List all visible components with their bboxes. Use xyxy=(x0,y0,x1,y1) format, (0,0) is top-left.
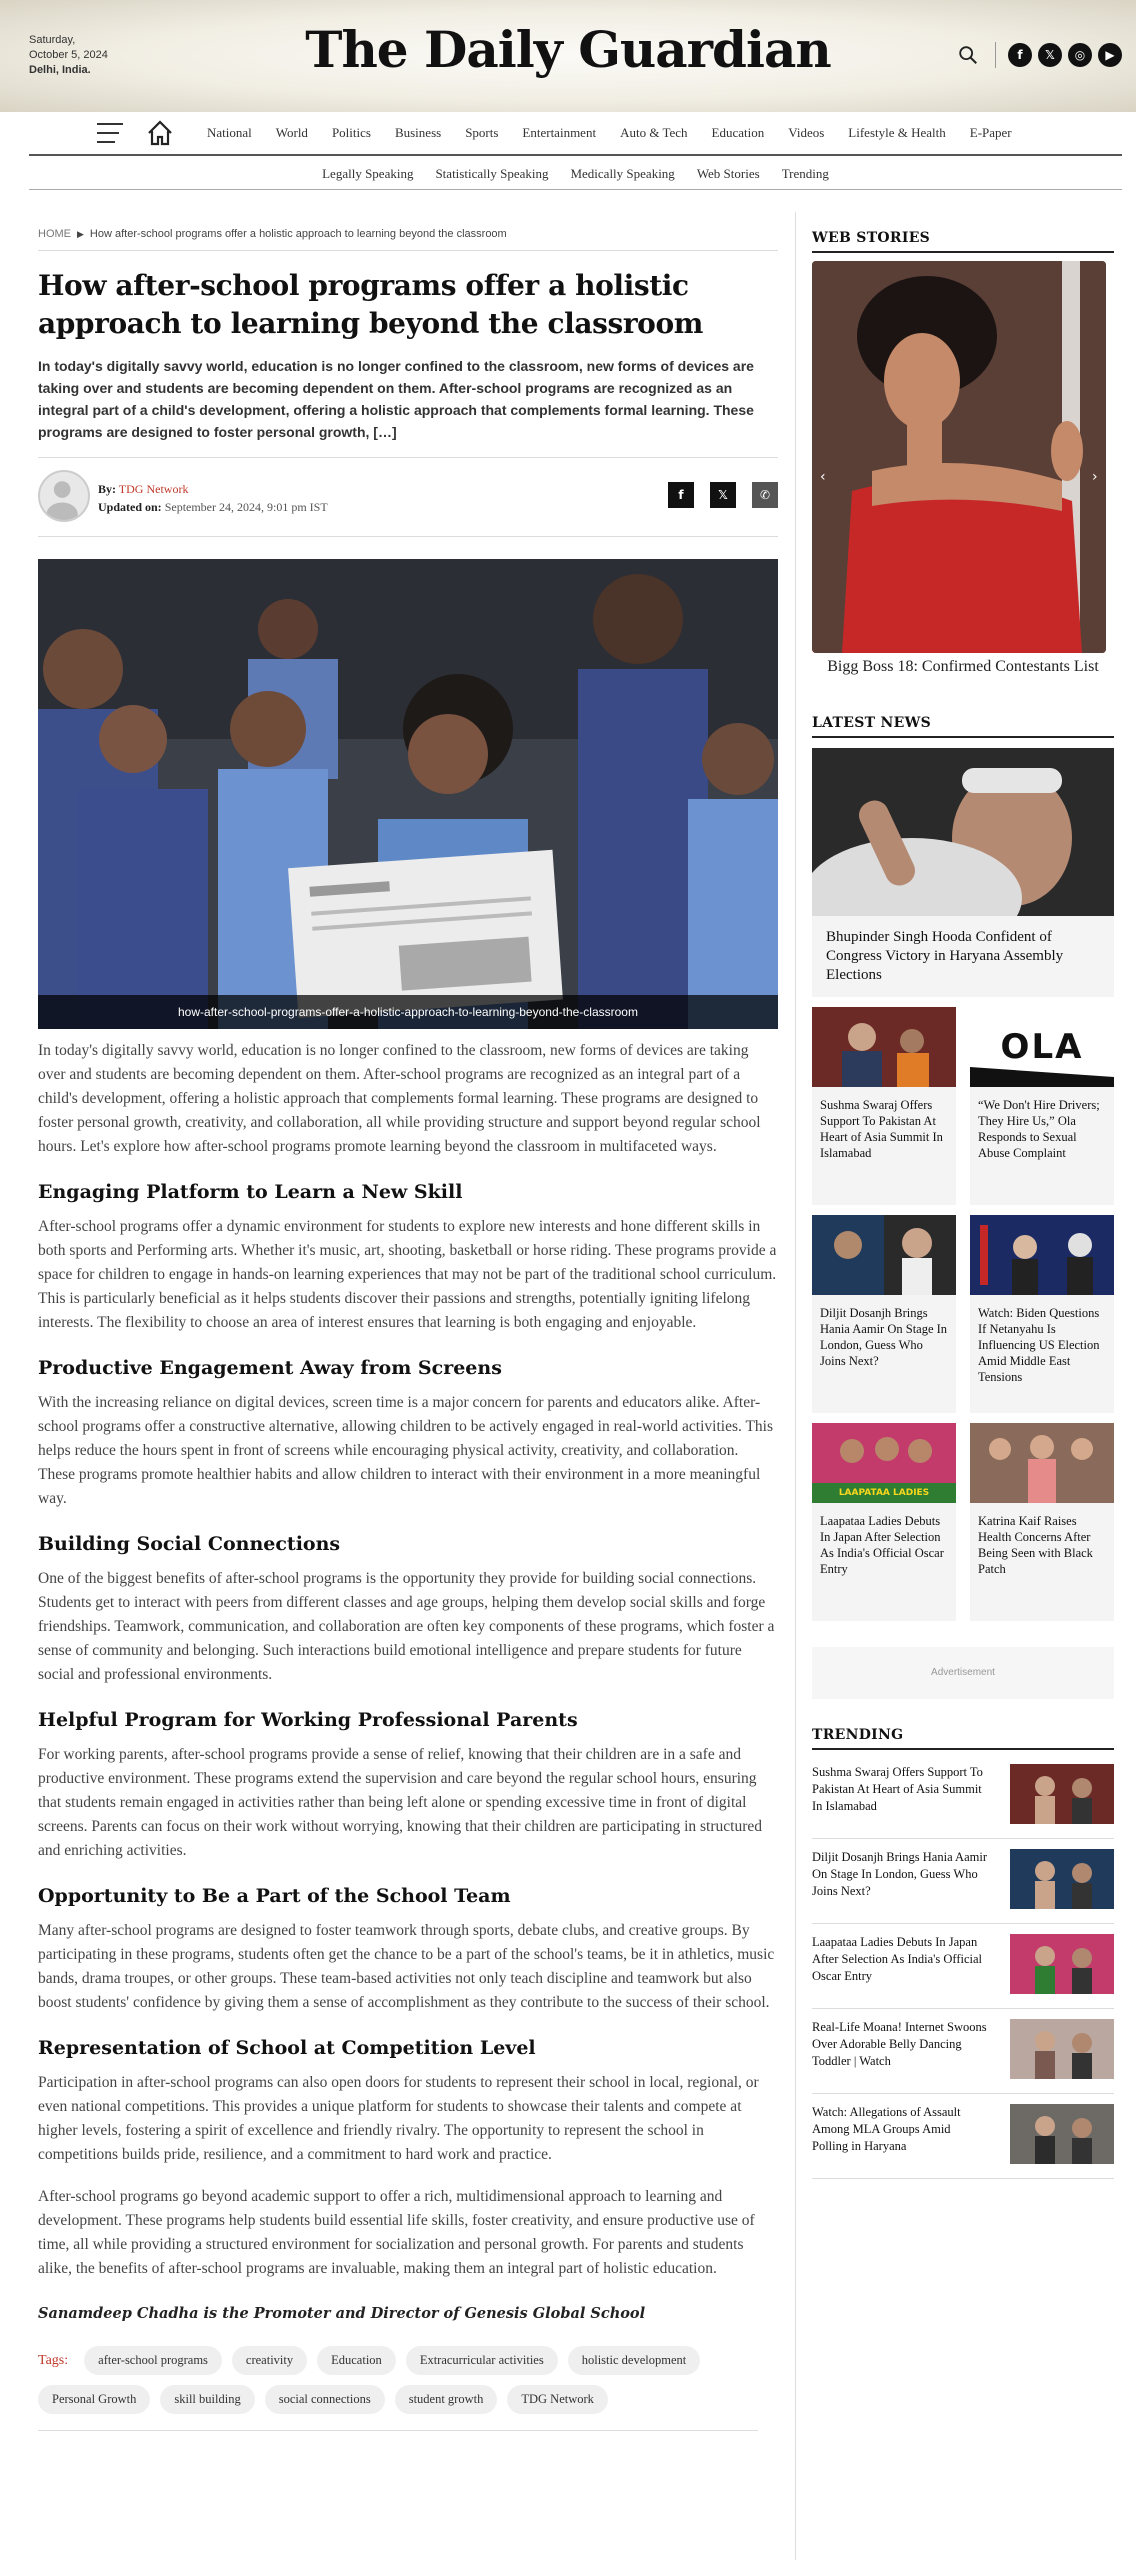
latest-card-image xyxy=(970,1423,1114,1503)
trending-item[interactable] xyxy=(812,2094,1114,2179)
nav-item-entertainment[interactable]: Entertainment xyxy=(522,125,597,140)
updated-label: Updated on: xyxy=(98,500,162,514)
avatar xyxy=(38,470,90,522)
by-label: By: xyxy=(98,482,116,496)
share-facebook-icon[interactable]: f xyxy=(668,482,694,508)
location: Delhi, India. xyxy=(29,64,91,76)
section-text: Participation in after-school programs can also open doors for students to represent their school in local, regional, or even national competitions. This provides a unique platform for students to showcase their talents and compete at higher levels, fostering a spirit of excellence and friendly rivalry. The opportunity to represent the school in competitions builds pride, resilience, and a commitment to hard work and practice. xyxy=(38,2074,759,2163)
svg-text:‹: ‹ xyxy=(820,469,826,485)
latest-card-title: Diljit Dosanjh Brings Hania Aamir On Stage In London, Guess Who Joins Next? xyxy=(820,1306,948,1368)
advertisement: Advertisement xyxy=(812,1647,1114,1699)
trending-list xyxy=(812,1754,1114,2179)
web-story-card[interactable] xyxy=(812,261,1106,653)
latest-card-title: Watch: Biden Questions If Netanyahu Is Influencing US Election Amid Middle East Tensions xyxy=(978,1306,1100,1384)
section-text: After-school programs offer a dynamic environment for students to explore new interests and hone different skills in both sports and Performing arts. Whether it's music, art, shooting, basketball or horse riding. These programs provide a space for children to engage in hands-on learning experiences that may not be part of the traditional school curriculum. This is particularly beneficial as it helps students discover their passions and strengths, potentially igniting lifelong interests. The flexibility to choose an area of interest ensures that learning is both engaging and enjoyable. xyxy=(38,1218,777,1331)
author-link[interactable]: TDG Network xyxy=(118,482,189,496)
latest-card-title: “We Don't Hire Drivers; They Hire Us,” Ola Responds to Sexual Abuse Complaint xyxy=(978,1098,1100,1160)
latest-main-card[interactable] xyxy=(812,748,1114,997)
site-logo-title[interactable]: The Daily Guardian xyxy=(305,20,831,79)
latest-card[interactable] xyxy=(812,1423,956,1621)
x-icon[interactable]: 𝕏 xyxy=(1038,43,1062,67)
trending-title: Sushma Swaraj Offers Support To Pakistan At Heart of Asia Summit In Islamabad xyxy=(812,1765,983,1813)
trending-title: Real-Life Moana! Internet Swoons Over Adorable Belly Dancing Toddler | Watch xyxy=(812,2020,987,2068)
section-text: With the increasing reliance on digital devices, screen time is a major concern for parents and educators alike. After-school programs offer a constructive alternative, allowing children to be actively engaged in real-world activities. This helps reduce the hours spent in front of screens while encouraging physical activity, creativity, and collaboration. These programs promote healthier habits and allow children to interact with their environment in a more meaningful way. xyxy=(38,1394,774,1507)
menu-icon[interactable] xyxy=(97,123,123,143)
nav-item-e-paper[interactable]: E-Paper xyxy=(969,125,1012,140)
nav-item-national[interactable]: National xyxy=(207,125,252,140)
latest-news-heading: LATEST NEWS xyxy=(812,705,1114,738)
web-story-image xyxy=(812,261,1106,653)
nav-item-education[interactable]: Education xyxy=(711,125,765,140)
latest-card[interactable] xyxy=(812,1215,956,1413)
hero-caption: how-after-school-programs-offer-a-holistic-approach-to-learning-beyond-the-classroom xyxy=(38,995,778,1029)
tag-chip[interactable]: after-school programs xyxy=(84,2346,222,2375)
updated-date: September 24, 2024, 9:01 pm IST xyxy=(164,500,328,514)
search-icon[interactable] xyxy=(957,44,979,66)
sub-nav-item-statistically-speaking[interactable]: Statistically Speaking xyxy=(435,165,549,181)
latest-card-image xyxy=(970,1215,1114,1295)
ola-logo: OLA xyxy=(1000,1027,1084,1067)
trending-title: Diljit Dosanjh Brings Hania Aamir On Stage In London, Guess Who Joins Next? xyxy=(812,1850,987,1898)
date-day: Saturday, xyxy=(29,34,76,46)
breadcrumb-arrow-icon: ▶ xyxy=(77,229,84,239)
article-closing: Sanamdeep Chadha is the Promoter and Director of Genesis Global School xyxy=(38,2305,646,2322)
date-full: October 5, 2024 xyxy=(29,49,108,61)
section-heading: Building Social Connections xyxy=(38,1533,341,1555)
nav-item-sports[interactable]: Sports xyxy=(465,125,499,140)
trending-thumbnail xyxy=(1010,2019,1114,2079)
section-heading: Representation of School at Competition Level xyxy=(38,2037,536,2059)
header-actions xyxy=(957,42,1122,68)
section-text: One of the biggest benefits of after-school programs is the opportunity they provide for building social connections. Students get to interact with peers from different classes and age groups, helping them develop social skills and forge friendships. Teamwork, communication, and collaboration are often key components of these programs, which foster a sense of community and belonging. Such interactions build emotional intelligence and prepare students for future social and professional environments. xyxy=(38,1570,775,1683)
author-info xyxy=(98,480,328,516)
tag-chip[interactable]: social connections xyxy=(265,2385,385,2414)
section-heading: Helpful Program for Working Professional Parents xyxy=(38,1709,578,1731)
trending-thumbnail xyxy=(1010,2104,1114,2164)
article-headline: How after-school programs offer a holistic approach to learning beyond the classroom xyxy=(38,269,703,340)
latest-card-title: Sushma Swaraj Offers Support To Pakistan At Heart of Asia Summit In Islamabad xyxy=(820,1098,943,1160)
section-text: Many after-school programs are designed to foster teamwork through sports, debate clubs, and creative groups. By participating in these programs, students often get the chance to be a part of the school's teams, be it in athletics, music bands, drama troupes, or other groups. These team-based activities not only teach discipline and teamwork but also boost students' confidence by giving them a sense of accomplishment as they contribute to the success of their school. xyxy=(38,1922,775,2011)
latest-news-grid xyxy=(812,1007,1114,1621)
trending-item[interactable] xyxy=(812,1839,1114,1924)
trending-item[interactable] xyxy=(812,1924,1114,2009)
svg-text:›: › xyxy=(1092,469,1098,485)
latest-card[interactable] xyxy=(970,1423,1114,1621)
nav-item-lifestyle-health[interactable]: Lifestyle & Health xyxy=(848,125,946,140)
breadcrumb-home[interactable]: HOME xyxy=(38,228,71,240)
article-summary: In today's digitally savvy world, education is no longer confined to the classroom, new forms of devices are taking over and students are becoming dependent on them. After-school programs are recognized as an integral part of a child's development, offering a holistic approach that complements formal learning. These programs are designed to foster personal growth, […] xyxy=(38,358,754,440)
nav-item-world[interactable]: World xyxy=(275,125,308,140)
sub-nav xyxy=(29,158,1122,190)
trending-thumbnail xyxy=(1010,1934,1114,1994)
web-story-caption[interactable]: Bigg Boss 18: Confirmed Contestants List xyxy=(827,658,1099,675)
tag-chip[interactable]: TDG Network xyxy=(507,2385,608,2414)
latest-card-image xyxy=(812,1007,956,1087)
share-whatsapp-icon[interactable]: ✆ xyxy=(752,482,778,508)
trending-thumbnail xyxy=(1010,1764,1114,1824)
nav-item-auto-tech[interactable]: Auto & Tech xyxy=(620,125,688,140)
article-intro: In today's digitally savvy world, education is no longer confined to the classroom, new forms of devices are taking over and students are becoming dependent on them. After-school programs are recognized as an integral part of a child's development, offering a holistic approach that complements formal learning. These programs are designed to foster personal growth, creativity, and collaboration, all while providing structure and support beyond regular school hours. Let's explore how after-school programs promote learning beyond the classroom in multifaceted ways. xyxy=(38,1042,761,1155)
tags-label: Tags: xyxy=(38,2352,69,2368)
nav-item-videos[interactable]: Videos xyxy=(788,125,825,140)
column-divider xyxy=(795,212,796,2560)
tag-chip[interactable]: Extracurricular activities xyxy=(406,2346,558,2375)
home-icon[interactable] xyxy=(145,118,175,148)
article-conclusion: After-school programs go beyond academic support to offer a rich, multidimensional approach to learning and development. These programs help students build essential life skills, foster creativity, and ensure productive use of time, all while providing a structured environment for socialization and personal growth. For parents and students alike, the benefits of after-school programs are invaluable, making them an integral part of holistic education. xyxy=(38,2188,755,2277)
header-separator xyxy=(995,42,996,68)
breadcrumb-current: How after-school programs offer a holistic approach to learning beyond the classroom xyxy=(89,228,507,240)
latest-main-title: Bhupinder Singh Hooda Confident of Congress Victory in Haryana Assembly Elections xyxy=(826,929,1064,983)
hero-illustration xyxy=(38,559,778,1029)
latest-card-title: Laapataa Ladies Debuts In Japan After Selection As India's Official Oscar Entry xyxy=(820,1514,944,1576)
latest-card[interactable] xyxy=(970,1007,1114,1205)
nav-item-politics[interactable]: Politics xyxy=(331,125,371,140)
author-row xyxy=(38,457,778,537)
site-header xyxy=(0,0,1136,112)
laapataa-logo: LAAPATAA LADIES xyxy=(838,1488,930,1498)
sub-nav-item-trending[interactable]: Trending xyxy=(781,165,829,181)
tag-chip[interactable]: Personal Growth xyxy=(38,2385,150,2414)
trending-item[interactable] xyxy=(812,2009,1114,2094)
nav-items xyxy=(195,125,1024,141)
sub-nav-item-web-stories[interactable]: Web Stories xyxy=(696,165,760,181)
trending-title: Watch: Allegations of Assault Among MLA Groups Amid Polling in Haryana xyxy=(812,2105,961,2153)
trending-heading: TRENDING xyxy=(812,1717,1114,1750)
tag-chip[interactable]: student growth xyxy=(395,2385,498,2414)
web-stories-heading: WEB STORIES xyxy=(812,220,1114,253)
trending-item[interactable] xyxy=(812,1754,1114,1839)
breadcrumb xyxy=(38,220,778,251)
latest-card-image xyxy=(812,1423,956,1503)
tag-chip[interactable]: Education xyxy=(317,2346,396,2375)
sidebar xyxy=(812,220,1114,2179)
share-buttons xyxy=(668,482,778,508)
hero-image xyxy=(38,559,778,1029)
article-sections xyxy=(38,1179,778,2167)
sub-nav-item-legally-speaking[interactable]: Legally Speaking xyxy=(322,165,414,181)
trending-thumbnail xyxy=(1010,1849,1114,1909)
latest-card[interactable] xyxy=(812,1007,956,1205)
latest-card[interactable] xyxy=(970,1215,1114,1413)
latest-card-image xyxy=(812,1215,956,1295)
share-x-icon[interactable]: 𝕏 xyxy=(710,482,736,508)
article xyxy=(38,220,778,2431)
section-heading: Opportunity to Be a Part of the School Team xyxy=(38,1885,511,1907)
tag-chip[interactable]: holistic development xyxy=(568,2346,701,2375)
tags xyxy=(38,2346,758,2431)
section-text: For working parents, after-school programs provide a sense of relief, knowing that their children are in a safe and productive environment. These programs extend the supervision and care beyond the regular school hours, ensuring that students remain engaged in activities rather than being left alone or spending excessive time in front of digital screens. Parents can focus on their work without worrying, knowing that their children are participating in structured and enriching activities. xyxy=(38,1746,762,1859)
facebook-icon[interactable]: f xyxy=(1008,43,1032,67)
latest-main-image xyxy=(812,748,1114,916)
section-heading: Engaging Platform to Learn a New Skill xyxy=(38,1181,463,1203)
instagram-icon[interactable]: ◎ xyxy=(1068,43,1092,67)
tag-chip[interactable]: creativity xyxy=(232,2346,307,2375)
tag-chip[interactable]: skill building xyxy=(160,2385,254,2414)
section-heading: Productive Engagement Away from Screens xyxy=(38,1357,502,1379)
youtube-icon[interactable]: ▶ xyxy=(1098,43,1122,67)
trending-title: Laapataa Ladies Debuts In Japan After Selection As India's Official Oscar Entry xyxy=(812,1935,983,1983)
nav-item-business[interactable]: Business xyxy=(394,125,442,140)
ola-logo-image xyxy=(970,1007,1114,1087)
latest-card-title: Katrina Kaif Raises Health Concerns After Being Seen with Black Patch xyxy=(978,1514,1093,1576)
sub-nav-item-medically-speaking[interactable]: Medically Speaking xyxy=(570,165,675,181)
main-nav xyxy=(29,112,1122,156)
